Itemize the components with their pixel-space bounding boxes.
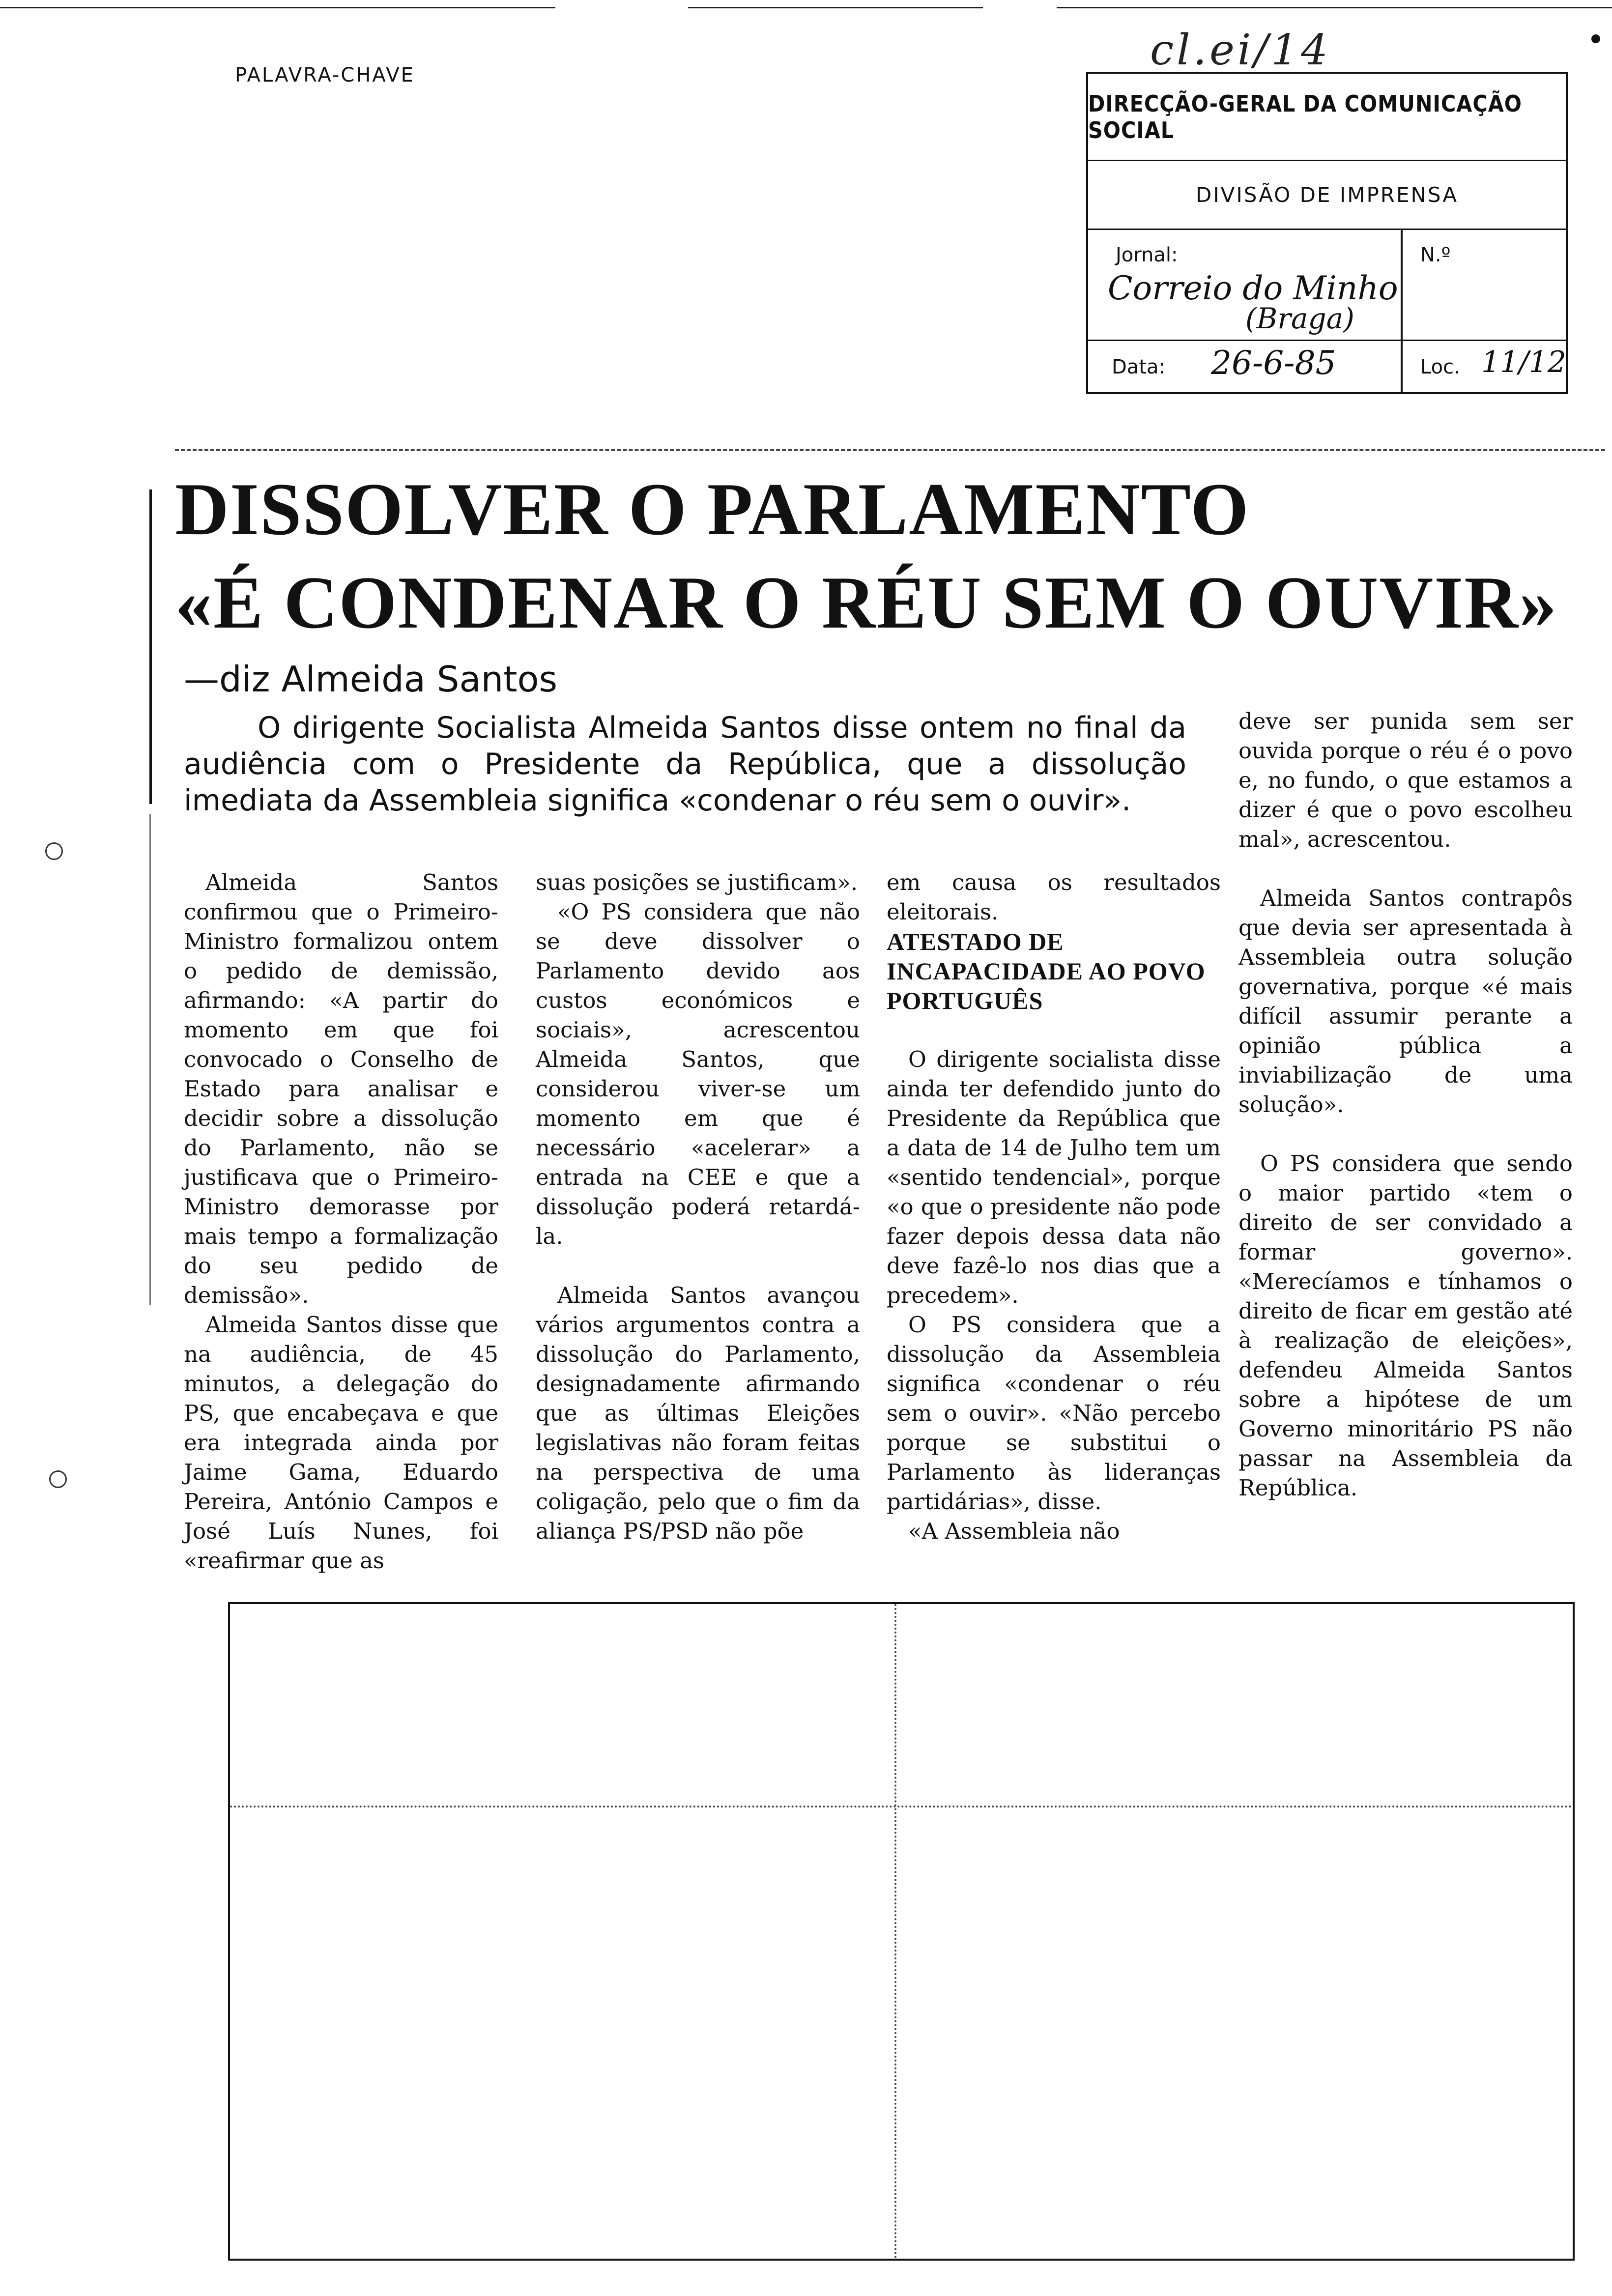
stamp-jornal-row [1088, 230, 1566, 341]
paragraph: O PS considera que a dissolução da Assembleia significa «condenar o réu sem o ouvir». «Não percebo porque se substitui o Parlamento às lideranças partidárias», disse. [887, 1312, 1221, 1515]
loc-handwritten: 11/12 [1481, 345, 1566, 379]
jornal-handwritten-city: (Braga) [1245, 302, 1354, 335]
lead-paragraph: O dirigente Socialista Almeida Santos disse ontem no final da audiência com o Presidente da República, que a dissolução imediata da Assembleia significa «condenar o réu sem o ouvir». [184, 711, 1186, 818]
grid-vertical-line [894, 1604, 896, 2259]
clipping-cut-line [175, 449, 1605, 451]
clipping-edge-bar [149, 489, 152, 804]
clipping-edge-line [149, 814, 151, 1305]
headline-line-1: DISSOLVER O PARLAMENTO [175, 468, 1250, 550]
jornal-label: Jornal: [1116, 244, 1178, 266]
article-column-2 [536, 868, 860, 1546]
paragraph: O PS considera que sendo o maior partido «tem o direito de ser convidado a formar governo». «Merecíamos e tínhamos o direito de ficar em gestão até à realização de eleições», defendeu Almeida Santos sobre a hipótese de um Governo minoritário PS não passar na Assembleia da República. [1238, 1150, 1573, 1501]
paragraph: deve ser punida sem ser ouvida porque o réu é o povo e, no fundo, o que estamos a dizer é que o povo escolheu mal», acrescentou. [1238, 708, 1573, 852]
empty-grid-box [228, 1602, 1575, 2261]
subheadline: —diz Almeida Santos [184, 659, 558, 700]
paragraph: Almeida Santos avançou vários argumentos contra a dissolução do Parlamento, designadamente afirmando que as últimas Eleições legislativas não foram feitas na perspectiva de uma coligação, pelo que o fim da aliança PS/PSD não põe [536, 1282, 860, 1544]
press-office-stamp [1086, 72, 1568, 394]
stamp-org: DIRECÇÃO-GERAL DA COMUNICAÇÃO SOCIAL [1088, 74, 1566, 161]
article-column-1 [184, 868, 498, 1576]
keyword-label: PALAVRA-CHAVE [235, 64, 415, 86]
paragraph: Almeida Santos confirmou que o Primeiro-Ministro formalizou ontem o pedido de demissão, afirmando: «A partir do momento em que foi convocado o Conselho de Estado para analisar e decidir sobre a dissolução do Parlamento, não se justificava que o Primeiro-Ministro demorasse por mais tempo a formalização do seu pedido de demissão». [184, 869, 498, 1308]
paragraph: «A Assembleia não [908, 1518, 1120, 1544]
top-rule-left [0, 7, 555, 8]
top-rule-mid [688, 7, 983, 8]
section-subtitle: ATESTADO DE INCAPACIDADE AO POVO PORTUGUÊS [887, 928, 1206, 1014]
top-rule-right [1057, 7, 1612, 8]
data-label: Data: [1112, 356, 1165, 378]
punch-hole-mark [49, 1470, 67, 1488]
stamp-date-row [1088, 341, 1566, 393]
paragraph: O dirigente socialista disse ainda ter defendido junto do Presidente da República que a data de 14 de Julho tem um «sentido tendencial», porque «o que o presidente não pode fazer depois dessa data não deve fazê-lo nos dias que a precedem». [887, 1046, 1221, 1308]
loc-label: Loc. [1420, 356, 1460, 378]
numero-label: N.º [1420, 244, 1451, 266]
paragraph: Almeida Santos contrapôs que devia ser apresentada à Assembleia outra solução governativa, porque «é mais difícil assumir perante a opinião pública a inviabilização de uma solução». [1238, 885, 1573, 1118]
stamp-divider [1401, 341, 1403, 393]
stamp-divider [1401, 230, 1403, 341]
date-handwritten: 26-6-85 [1211, 344, 1336, 382]
paragraph: em causa os resultados eleitorais. [887, 869, 1221, 925]
paragraph: Almeida Santos disse que na audiência, de 45 minutos, a delegação do PS, que encabeçava e que era integrada ainda por Jaime Gama, Eduardo Pereira, António Campos e José Luís Nunes, foi «reafirmar que as [184, 1312, 498, 1574]
stamp-division: DIVISÃO DE IMPRENSA [1088, 161, 1566, 230]
article-column-3 [887, 868, 1221, 1546]
grid-horizontal-line [230, 1806, 1573, 1808]
paragraph: suas posições se justificam». [536, 869, 858, 895]
punch-hole-mark [45, 842, 63, 860]
paragraph: «O PS considera que não se deve dissolver o Parlamento devido aos custos económicos e sociais», acrescentou Almeida Santos, que considerou viver-se um momento em que é necessário «acelerar» a entrada na CEE e que a dissolução poderá retardá-la. [536, 899, 860, 1249]
handwritten-reference: cl.ei/14 [1150, 26, 1331, 75]
jornal-handwritten-name: Correio do Minho [1108, 269, 1398, 307]
ink-dot [1591, 34, 1600, 43]
article-column-4 [1238, 707, 1573, 1503]
headline-line-2: «É CONDENAR O RÉU SEM O OUVIR» [175, 561, 1558, 644]
